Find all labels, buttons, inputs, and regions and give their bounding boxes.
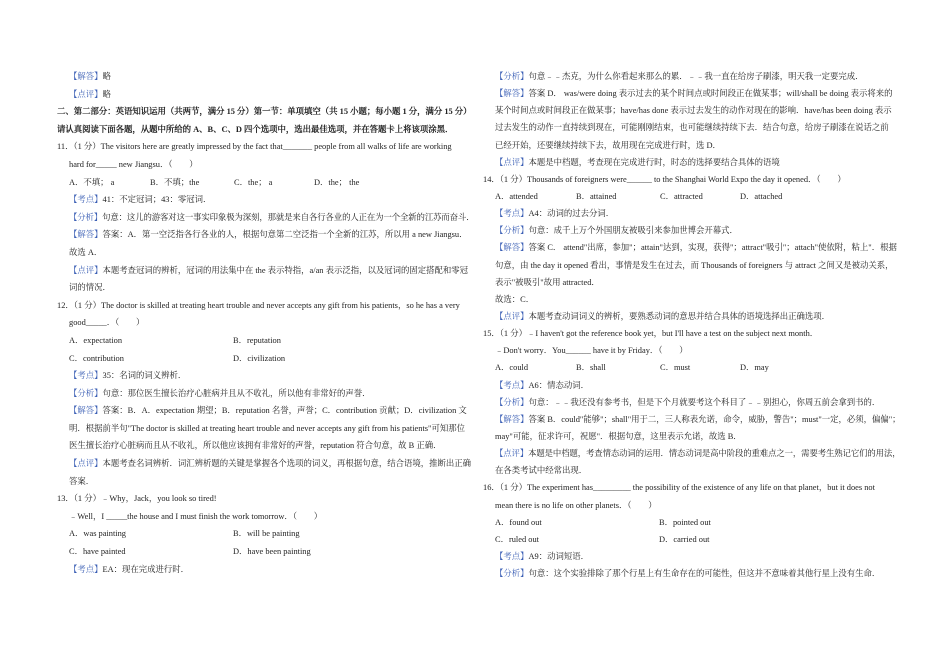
line-text: 句意：这个实验排除了那个行星上有生命存在的可能性，但这并不意味着其他行星上没有生命． (528, 569, 881, 579)
section-answer (483, 239, 901, 256)
line-text: 句意：那位医生擅长治疗心脏病并且从不收礼，所以他有非常好的声誉． (102, 388, 371, 398)
section-label: 【解答】 (69, 230, 103, 240)
line-text: good_____．（ ） (69, 318, 145, 328)
text-line (57, 473, 475, 491)
line-text: 答案 D． was/were doing 表示过去的某个时间点或时间段正在做某事；will/shall be doing 表示将来的 (528, 89, 893, 99)
line-text: 13．（1 分）﹣Why，Jack，you look so tired! (57, 494, 217, 504)
section-topic (57, 561, 475, 579)
right-column (483, 68, 901, 582)
left-column (57, 68, 475, 578)
options-row (57, 174, 475, 192)
line-text: 略 (102, 89, 111, 99)
option-b: B．reputation (233, 335, 281, 345)
option-c: C．must (660, 363, 691, 373)
text-line (57, 508, 475, 526)
section-label: 【考点】 (69, 371, 103, 381)
section-analysis (483, 68, 901, 85)
line-text: 答案：A．第一空泛指各行各业的人，根据句意第二空泛指一个全新的江苏，所以用 a new Jiangsu． (102, 230, 468, 240)
option-d: D．have been painting (233, 547, 311, 557)
line-text: 本题是中档题，考查情态动词的运用．情态动词是高中阶段的重难点之一，需要考生熟记它们的用法， (528, 449, 901, 459)
section-topic (483, 548, 901, 565)
section-topic (57, 367, 475, 385)
section-topic (57, 191, 475, 209)
section-answer (57, 402, 475, 420)
section-analysis (57, 209, 475, 227)
options-row (57, 525, 475, 543)
text-line (483, 102, 901, 119)
option-c: C．ruled out (495, 534, 539, 544)
line-text: 过去发生的动作一直持续到现在，可能刚刚结束，也可能继续持续下去．结合句意，给房子刷漆在说话之前 (495, 123, 889, 133)
line-text: A4：动词的过去分词． (528, 209, 615, 219)
line-text: 已经开始，还要继续持续下去，故用现在完成进行时，选 D． (495, 140, 721, 150)
section-answer (57, 226, 475, 244)
option-d: D．civilization (233, 353, 286, 363)
line-text: 句意：这儿的游客对这一事实印象极为深刻，那就是来自各行各业的人正在为一个全新的江苏而奋斗． (102, 212, 475, 222)
text-line (483, 274, 901, 291)
line-text: 句意，由 the day it opened 看出，事情是发生在过去，而 Thousands of foreigners 与 attract 之间又是被动关系， (495, 260, 894, 270)
options-row (483, 359, 901, 376)
line-text: may"可能，征求许可，祝愿"．根据句意，这里表示允诺，故选 B． (495, 431, 742, 441)
option-a: A．expectation (69, 335, 123, 345)
section-answer (483, 411, 901, 428)
line-text: A6：情态动词． (528, 380, 589, 390)
line-text: ﹣Well，I _____the house and I must finish the work tomorrow．（ ） (69, 511, 323, 521)
question-stem (57, 490, 475, 508)
line-text: 12．（1 分）The doctor is skilled at treating heart trouble and never accepts any gift from his patients，so he has a very (57, 300, 460, 310)
option-c: C．contribution (69, 353, 124, 363)
line-text: 句意﹣﹣杰克，为什么你看起来那么的累．﹣﹣我一直在给房子刷漆，明天我一定要完成． (528, 72, 864, 81)
section-analysis (483, 565, 901, 582)
option-d: D．the； the (314, 177, 360, 187)
options-row (57, 332, 475, 350)
text-line (483, 119, 901, 136)
option-a: A．attended (495, 191, 538, 201)
line-text: 某个时间点或时间段正在做某事；have/has done 表示过去发生的动作对现在的影响．have/has been doing 表示 (495, 106, 892, 116)
options-row (57, 543, 475, 561)
section-label: 【考点】 (69, 195, 103, 205)
option-a: A．could (495, 363, 529, 373)
text-line (57, 420, 475, 438)
section-label: 【点评】 (69, 89, 103, 99)
section-label: 【分析】 (495, 72, 529, 81)
options-row (483, 188, 901, 205)
section-label: 【分析】 (495, 226, 529, 236)
line-text: 表示"被吸引"故用 attracted． (495, 277, 600, 287)
section-heading (57, 103, 475, 121)
section-label: 【分析】 (495, 397, 529, 407)
line-text: 41：不定冠词；43：零冠词． (102, 195, 212, 205)
line-text: 请认真阅读下面各题，从题中所给的 A、B、C、D 四个选项中，选出最佳选项，并在答题卡上将该项涂黑． (57, 124, 454, 134)
section-answer (57, 68, 475, 86)
line-text: A9：动词短语． (528, 551, 589, 561)
option-d: D．may (740, 363, 769, 373)
section-topic (483, 205, 901, 222)
option-c: C．the； a (234, 177, 273, 187)
section-comment (57, 455, 475, 473)
section-label: 【解答】 (495, 89, 529, 99)
section-label: 【考点】 (495, 551, 529, 561)
text-line (483, 342, 901, 359)
section-heading (57, 121, 475, 139)
line-text: hard for_____ new Jiangsu．（ ） (69, 159, 198, 169)
section-comment (483, 445, 901, 462)
line-text: 答案 B．could"能够"；shall"用于二，三人称表允诺，命令，威胁，警告"；must"一定，必须，偏偏"； (528, 414, 901, 424)
options-row (483, 514, 901, 531)
section-comment (57, 262, 475, 280)
line-text: 故选 A． (69, 247, 103, 257)
section-label: 【解答】 (495, 414, 529, 424)
options-row (483, 531, 901, 548)
option-b: B．shall (576, 363, 606, 373)
text-line (483, 428, 901, 445)
option-a: A．不填； a (69, 177, 115, 187)
section-label: 【考点】 (69, 564, 103, 574)
text-line (57, 279, 475, 297)
line-text: 答案． (69, 476, 95, 486)
text-line (483, 497, 901, 514)
line-text: 15．（1 分）﹣I haven't got the reference book yet，but I'll have a test on the subject next month． (483, 329, 819, 339)
line-text: 句意：﹣﹣我还没有参考书，但是下个月就要考这个科目了﹣﹣别担心，你周五前会拿到书的． (528, 397, 881, 407)
text-line (483, 291, 901, 308)
question-stem (483, 479, 901, 496)
section-label: 【分析】 (495, 569, 529, 579)
section-label: 【点评】 (495, 449, 529, 459)
section-analysis (483, 394, 901, 411)
text-line (483, 462, 901, 479)
question-stem (57, 297, 475, 315)
option-d: D．carried out (659, 534, 710, 544)
option-c: C．attracted (660, 191, 703, 201)
section-label: 【解答】 (69, 406, 103, 416)
option-b: B．不填；the (150, 177, 200, 187)
line-text: 略 (102, 72, 111, 81)
line-text: 16．（1 分）The experiment has_________ the possibility of the existence of any life on that planet，but it does not (483, 483, 875, 493)
section-label: 【解答】 (69, 72, 103, 81)
line-text: 在各类考试中经常出现． (495, 466, 588, 476)
option-b: B．will be painting (233, 529, 300, 539)
line-text: 医生擅长治疗心脏病而且从不收礼，所以他应该拥有非常好的声誉，reputation 符合句意，故 B 正确． (69, 441, 442, 451)
option-d: D．attached (740, 191, 783, 201)
line-text: 故选：C． (495, 294, 535, 304)
line-text: 本题考查名词辨析．词汇辨析题的关键是掌握各个选项的词义，再根据句意，结合语境，推断出正确 (102, 459, 471, 469)
section-label: 【考点】 (495, 380, 529, 390)
line-text: mean there is no life on other planets．（ ） (495, 500, 657, 510)
section-comment (483, 154, 901, 171)
section-label: 【点评】 (495, 157, 529, 167)
section-answer (483, 85, 901, 102)
section-comment (57, 86, 475, 104)
line-text: 本题考查动词词义的辨析，要熟悉动词的意思并结合具体的语境选择出正确选项． (528, 311, 830, 321)
option-a: A．was painting (69, 529, 126, 539)
text-line (57, 244, 475, 262)
option-a: A．found out (495, 517, 542, 527)
options-row (57, 350, 475, 368)
section-comment (483, 308, 901, 325)
text-line (57, 437, 475, 455)
section-label: 【分析】 (69, 388, 103, 398)
option-b: B．pointed out (659, 517, 711, 527)
question-stem (483, 171, 901, 188)
text-line (57, 314, 475, 332)
line-text: 答案：B．A．expectation 期望；B．reputation 名誉，声誉；C．contribution 贡献；D．civilization 文 (102, 406, 467, 416)
question-stem (483, 325, 901, 342)
line-text: ﹣Don't worry．You______ have it by Friday．（ ） (495, 346, 688, 356)
section-analysis (483, 222, 901, 239)
line-text: 11．（1 分）The visitors here are greatly impressed by the fact that_______ people from all walks of life are working (57, 142, 452, 152)
section-label: 【点评】 (69, 265, 103, 275)
option-b: B．attained (576, 191, 617, 201)
line-text: 明．根据前半句"The doctor is skilled at treating heart trouble and never accepts any gift from his patients"可知那位 (69, 423, 465, 433)
line-text: 本题考查冠词的辨析，冠词的用法集中在 the 表示特指，a/an 表示泛指，以及冠词的固定搭配和零冠 (102, 265, 468, 275)
text-line (57, 156, 475, 174)
line-text: 词的情况． (69, 283, 111, 293)
section-label: 【考点】 (495, 209, 529, 219)
text-line (483, 137, 901, 154)
line-text: 答案 C． attend"出席，参加"；attain"达到，实现，获得"；attract"吸引"；attach"使依附，粘上"．根据 (528, 243, 897, 253)
section-label: 【点评】 (69, 459, 103, 469)
line-text: 二、第二部分：英语知识运用（共两节，满分 15 分）第一节：单项填空（共 15 小题；每小题 1 分，满分 15 分） (57, 107, 472, 117)
line-text: 14．（1 分）Thousands of foreigners were______ to the Shanghai World Expo the day it opened．（ ） (483, 174, 846, 184)
section-label: 【点评】 (495, 311, 529, 321)
line-text: 句意：成千上万个外国朋友被吸引来参加世博会开幕式． (528, 226, 738, 236)
option-c: C．have painted (69, 547, 126, 557)
line-text: 本题是中档题，考查现在完成进行时，时态的选择要结合具体的语境 (528, 157, 780, 167)
section-topic (483, 377, 901, 394)
section-analysis (57, 385, 475, 403)
section-label: 【分析】 (69, 212, 103, 222)
text-line (483, 257, 901, 274)
line-text: 35：名词的词义辨析． (102, 371, 187, 381)
question-stem (57, 138, 475, 156)
section-label: 【解答】 (495, 243, 529, 253)
line-text: EA：现在完成进行时． (102, 564, 190, 574)
